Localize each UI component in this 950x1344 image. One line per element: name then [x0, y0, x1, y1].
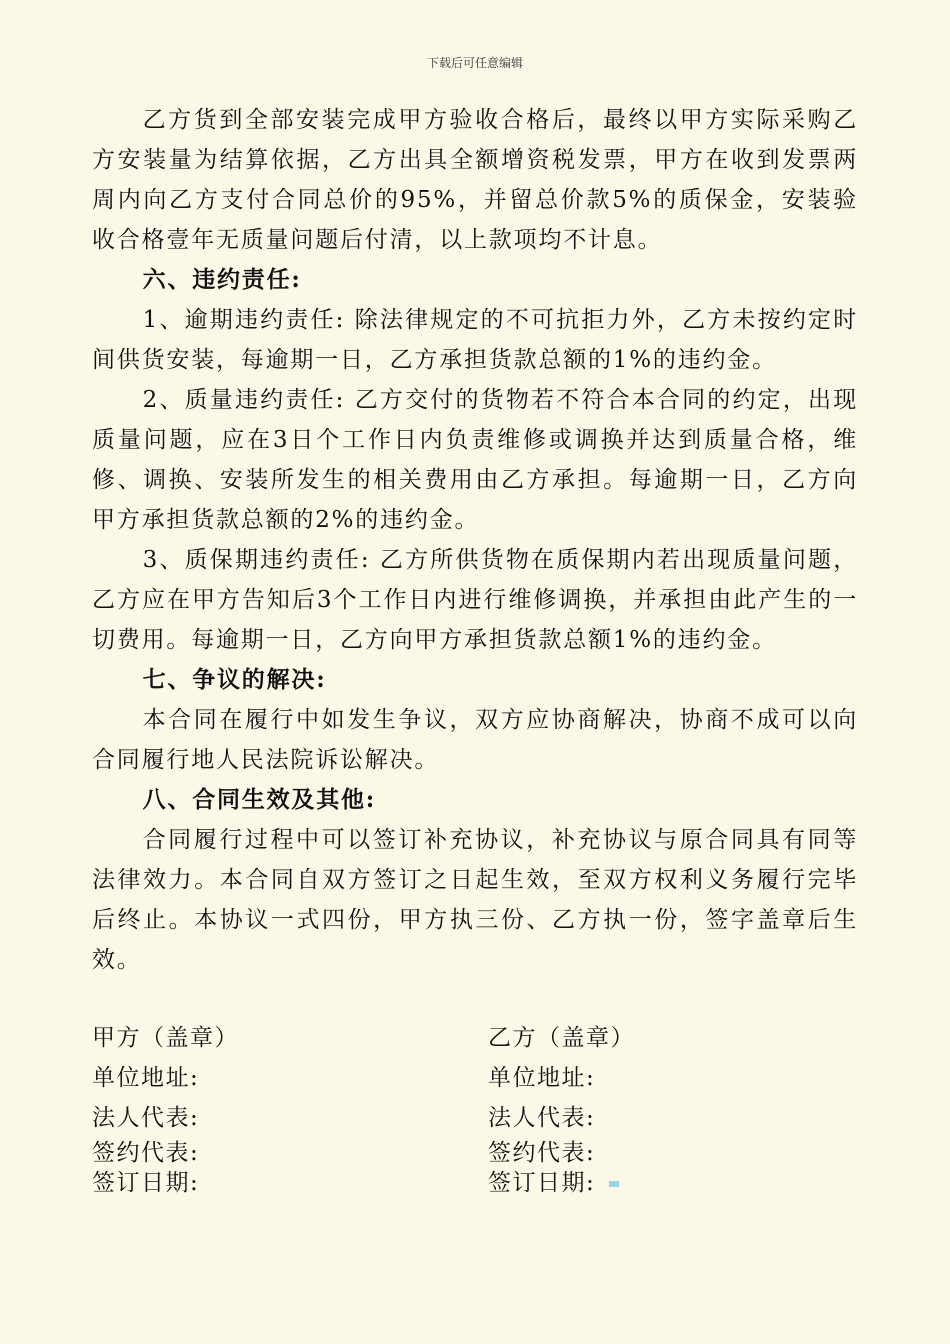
section-8-body: 合同履行过程中可以签订补充协议，补充协议与原合同具有同等法律效力。本合同自双方签订之日起生效，至双方权利义务履行完毕后终止。本协议一式四份，甲方执三份、乙方执一份，签字盖章后生效。: [92, 827, 858, 973]
cursor-marker: [609, 1181, 619, 1187]
party-b-sign-date-label: 签订日期:: [488, 1170, 596, 1196]
section-6-item-1: 1、逾期违约责任: 除法律规定的不可抗拒力外，乙方未按约定时间供货安装，每逾期一日，乙方承担货款总额的1%的违约金。: [92, 307, 858, 373]
section-7-body: 本合同在履行中如发生争议，双方应协商解决，协商不成可以向合同履行地人民法院诉讼解决。: [92, 707, 858, 773]
party-a-address-label: 单位地址:: [92, 1065, 200, 1091]
section-6-heading: 六、违约责任:: [142, 266, 302, 293]
party-a-seal: 甲方（盖章）: [92, 1025, 239, 1051]
party-a-signing-rep-label: 签约代表:: [92, 1140, 200, 1166]
party-a-signature: [92, 1018, 452, 1198]
section-7-heading: 七、争议的解决:: [142, 666, 327, 693]
header-note: 下载后可任意编辑: [426, 56, 523, 70]
party-a-legal-rep-label: 法人代表:: [92, 1105, 200, 1131]
party-b-seal: 乙方（盖章）: [488, 1025, 635, 1051]
section-8-heading: 八、合同生效及其他:: [142, 786, 377, 813]
party-b-signature: [488, 1018, 848, 1198]
party-b-sign-date-row: [488, 1168, 848, 1198]
party-b-legal-rep-label: 法人代表:: [488, 1105, 596, 1131]
party-a-sign-date-label: 签订日期:: [92, 1170, 200, 1196]
party-b-address-label: 单位地址:: [488, 1065, 596, 1091]
party-b-signing-rep-label: 签约代表:: [488, 1140, 596, 1166]
section-6-item-3: 3、质保期违约责任: 乙方所供货物在质保期内若出现质量问题，乙方应在甲方告知后3个工作日内进行维修调换，并承担由此产生的一切费用。每逾期一日，乙方向甲方承担货款总额1%的违约金。: [92, 547, 858, 653]
section-6-item-2: 2、质量违约责任: 乙方交付的货物若不符合本合同的约定，出现质量问题，应在3日个工作日内负责维修或调换并达到质量合格，维修、调换、安装所发生的相关费用由乙方承担。每逾期一日，乙方向甲方承担货款总额的2%的违约金。: [92, 387, 858, 533]
contract-body: [92, 100, 858, 980]
payment-paragraph: 乙方货到全部安装完成甲方验收合格后，最终以甲方实际采购乙方安装量为结算依据，乙方出具全额增资税发票，甲方在收到发票两周内向乙方支付合同总价的95%，并留总价款5%的质保金，安装验收合格壹年无质量问题后付清，以上款项均不计息。: [92, 107, 858, 253]
